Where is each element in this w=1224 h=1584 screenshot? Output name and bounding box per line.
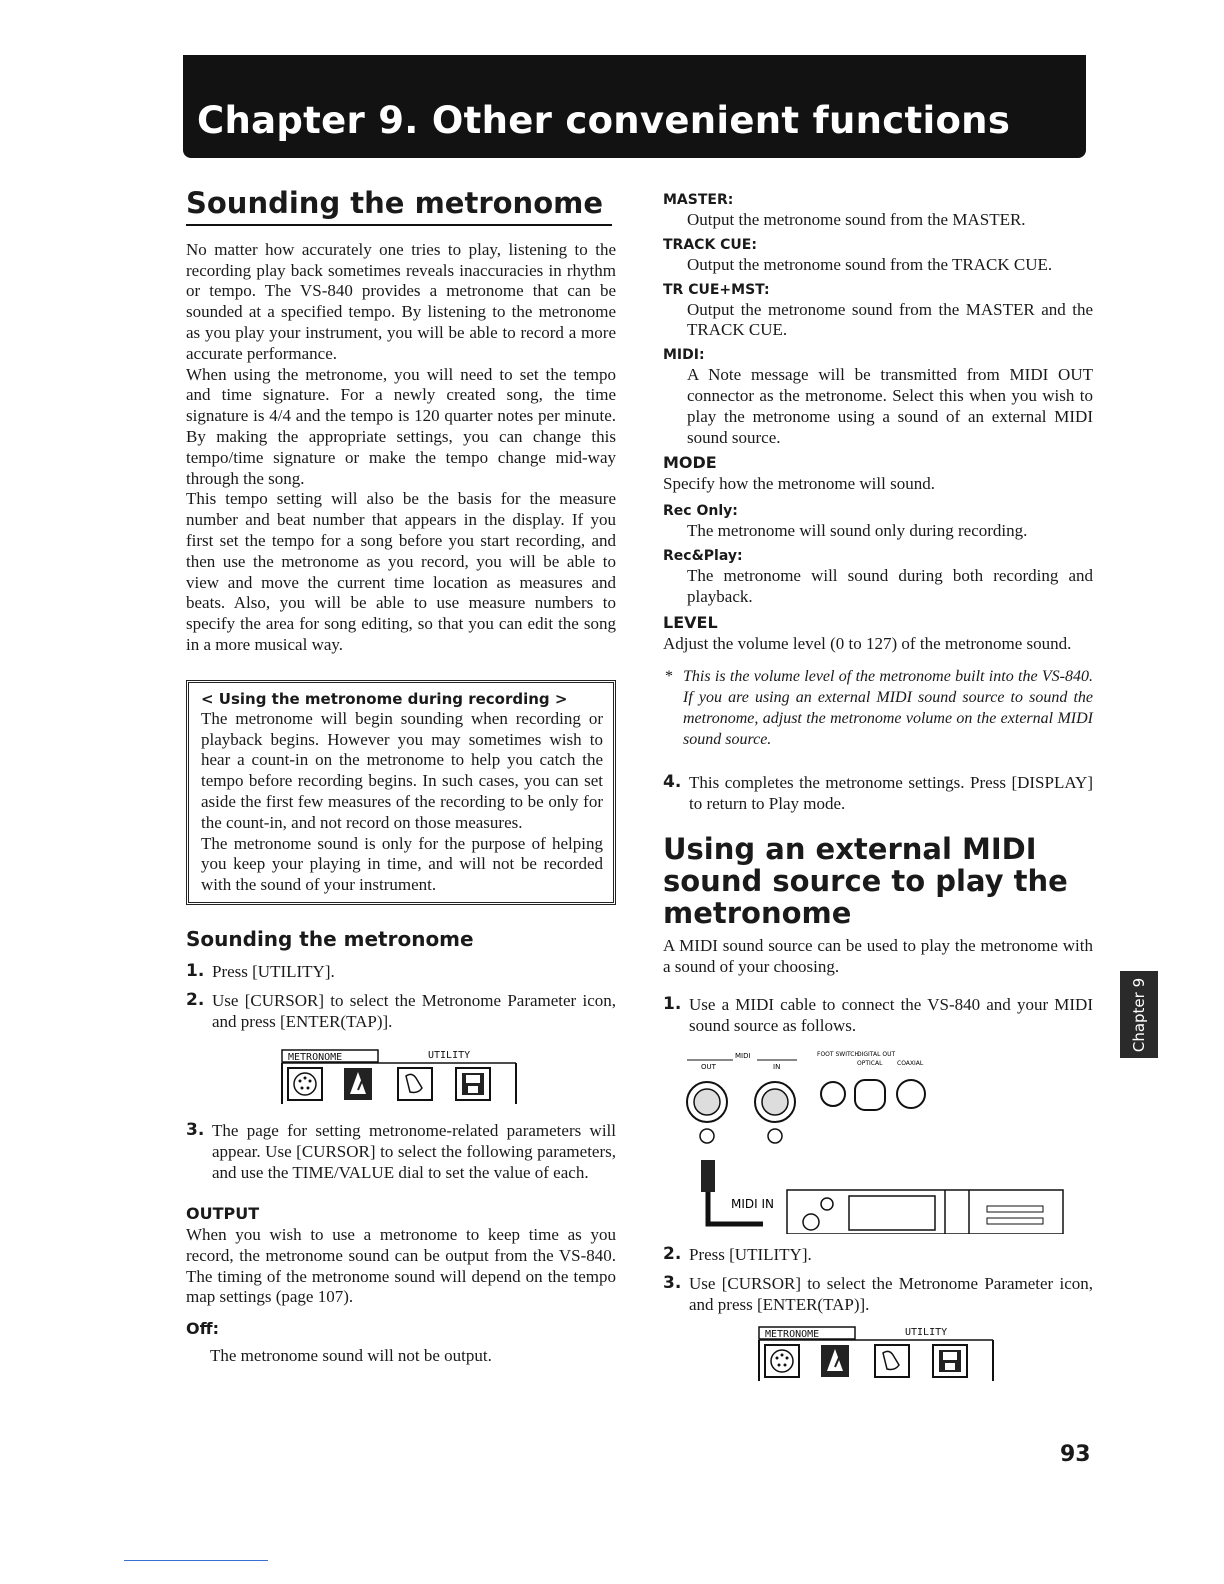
step-number: 3.	[663, 1272, 682, 1293]
chapter-banner	[183, 55, 1086, 158]
intro-paragraph-1: No matter how accurately one tries to play, listening to the recording play back sometimes reveals inaccuracies in rhythm or tempo. The VS-840 provides a metronome that can be sounded at a specified tempo. By listening to the metronome as you play your instrument, you will be able to record a more accurate performance.	[186, 239, 616, 363]
metronome-param-icon	[288, 1068, 322, 1100]
recording-tip-box	[186, 680, 616, 905]
recplay-label: Rec&Play:	[663, 547, 743, 564]
section-title-sounding: Sounding the metronome	[186, 188, 612, 226]
intro-paragraph-2: When using the metronome, you will need to set the tempo and time signature. For a newly created song, the time signature is 4/4 and the tempo is 120 quarter notes per minute. By making the appropriate settings, you can change this tempo/time signature or make the tempo change mid-way through the song.	[186, 364, 616, 488]
step-4	[663, 772, 1093, 814]
left-column	[186, 188, 616, 1367]
reconly-text: The metronome will sound only during recording.	[687, 521, 1028, 541]
step-number: 1.	[186, 961, 205, 981]
intro-paragraph-3: This tempo setting will also be the basis for the measure number and beat number that appears in the display. If you first set the tempo for a song before you start recording, and then use the metronome as you record, you will be able to view and move the current time location as measures and beats. Also, you will be able to use measure numbers to specify the area for song editing, so that you can edit the song in a more musical way.	[186, 489, 616, 655]
section-title-external-midi: Using an external MIDI sound source to play the metronome	[663, 832, 1068, 931]
hand-icon	[398, 1068, 432, 1100]
lcd-metronome-icon-screen	[278, 1046, 538, 1108]
diagram-midi-label: MIDI	[735, 1051, 751, 1060]
midi-text: A Note message will be transmitted from MIDI OUT connector as the metronome. Select this when you wish to play the metronome using a sound of an external MIDI sound source.	[687, 365, 1093, 447]
volume-note	[663, 666, 1093, 750]
recplay-text: The metronome will sound during both recording and playback.	[687, 565, 1093, 606]
chapter-title: Chapter 9. Other convenient functions	[197, 99, 1011, 142]
note-text: This is the volume level of the metronome built into the VS-840. If you are using an external MIDI sound source to sound the metronome, adjust the metronome volume on the external MIDI sound source.	[683, 668, 1093, 749]
tip-box-paragraph-1: The metronome will begin sounding when recording or playback begins. However you may sometimes wish to hear a count-in on the metronome to help you catch the tempo before recording begins. In such cases, you can set aside the first few measures of the recording to be only for the count-in, and not record on those measures.	[201, 708, 603, 832]
level-text: Adjust the volume level (0 to 127) of the metronome sound.	[663, 633, 1072, 653]
subsection-title: Sounding the metronome	[186, 927, 474, 951]
chapter-side-tab-label: Chapter 9	[1130, 977, 1148, 1052]
page-number: 93	[1060, 1442, 1091, 1467]
off-label: Off:	[186, 1319, 219, 1339]
off-text: The metronome sound will not be output.	[210, 1346, 492, 1366]
step-text: The page for setting metronome-related parameters will appear. Use [CURSOR] to select the following parameters, and use the TIME/VALUE dial to set the value of each.	[212, 1121, 616, 1182]
ext-step-1	[663, 994, 1093, 1036]
trcuemst-text: Output the metronome sound from the MASTER and the TRACK CUE.	[687, 299, 1093, 340]
master-label: MASTER:	[663, 192, 734, 208]
optical-jack	[855, 1080, 885, 1110]
lcd-tab-utility: UTILITY	[428, 1050, 471, 1061]
output-heading: OUTPUT	[186, 1204, 260, 1223]
master-text: Output the metronome sound from the MASTER.	[687, 210, 1026, 229]
step-text: Use a MIDI cable to connect the VS-840 and your MIDI sound source as follows.	[689, 994, 1093, 1035]
trackcue-label: TRACK CUE:	[663, 236, 757, 253]
ext-step-2	[663, 1244, 1093, 1265]
midi-connection-diagram	[663, 1044, 1073, 1234]
note-asterisk: *	[665, 668, 673, 686]
lcd-tab-utility: UTILITY	[905, 1326, 948, 1338]
chapter-side-tab	[1120, 971, 1158, 1058]
step-3	[186, 1120, 616, 1183]
step-text: Press [UTILITY].	[689, 1244, 812, 1264]
mode-text: Specify how the metronome will sound.	[663, 474, 935, 494]
footer-rule	[124, 1560, 268, 1561]
step-2	[186, 990, 616, 1032]
metronome-icon	[344, 1068, 372, 1100]
output-text: When you wish to use a metronome to keep time as you record, the metronome sound can be output from the VS-840. The timing of the metronome sound will depend on the tempo map settings (page 107).	[186, 1225, 616, 1307]
diagram-out-label: OUT	[701, 1062, 716, 1071]
midi-sound-module	[787, 1190, 1063, 1234]
midi-out-connector	[687, 1082, 727, 1143]
level-heading: LEVEL	[663, 612, 718, 632]
diagram-foot-switch-label: FOOT SWITCH	[817, 1050, 859, 1058]
step-1	[186, 961, 616, 982]
disk-icon	[456, 1068, 490, 1100]
ext-step-3	[663, 1273, 1093, 1315]
diagram-in-label: IN	[773, 1062, 781, 1071]
step-text: Use [CURSOR] to select the Metronome Parameter icon, and press [ENTER(TAP)].	[212, 991, 616, 1031]
right-column	[663, 190, 1093, 1385]
trcuemst-label: TR CUE+MST:	[663, 281, 770, 298]
step-number: 4.	[663, 772, 682, 793]
metronome-param-icon	[765, 1345, 799, 1377]
midi-cable	[701, 1160, 715, 1192]
lcd-tab-metronome: METRONOME	[288, 1052, 343, 1063]
metronome-icon	[821, 1345, 849, 1377]
midi-in-connector	[755, 1082, 795, 1143]
reconly-label: Rec Only:	[663, 503, 738, 520]
step-number: 1.	[663, 993, 682, 1014]
diagram-optical-label: OPTICAL	[857, 1059, 883, 1067]
lcd-tab-metronome: METRONOME	[765, 1328, 820, 1340]
mode-heading: MODE	[663, 453, 717, 473]
step-text: This completes the metronome settings. Press [DISPLAY] to return to Play mode.	[689, 773, 1093, 814]
hand-icon	[875, 1345, 909, 1377]
diagram-digital-out-label: DIGITAL OUT	[857, 1050, 896, 1058]
foot-switch-jack	[821, 1082, 845, 1106]
lcd-metronome-icon-screen-2	[755, 1323, 1015, 1385]
step-number: 2.	[663, 1243, 682, 1264]
step-text: Use [CURSOR] to select the Metronome Parameter icon, and press [ENTER(TAP)].	[689, 1273, 1093, 1314]
step-number: 2.	[186, 990, 205, 1010]
disk-icon	[933, 1345, 967, 1377]
coaxial-jack	[897, 1080, 925, 1108]
diagram-midi-in-label: MIDI IN	[731, 1196, 775, 1211]
diagram-coaxial-label: COAXIAL	[897, 1059, 924, 1067]
midi-label: MIDI:	[663, 347, 705, 364]
trackcue-text: Output the metronome sound from the TRACK CUE.	[687, 254, 1053, 274]
external-midi-intro: A MIDI sound source can be used to play the metronome with a sound of your choosing.	[663, 936, 1093, 976]
step-text: Press [UTILITY].	[212, 962, 335, 981]
tip-box-paragraph-2: The metronome sound is only for the purpose of helping you keep your playing in time, and will not be recorded with the sound of your instrument.	[201, 833, 603, 895]
step-number: 3.	[186, 1120, 205, 1140]
tip-box-title: < Using the metronome during recording >	[201, 689, 568, 708]
